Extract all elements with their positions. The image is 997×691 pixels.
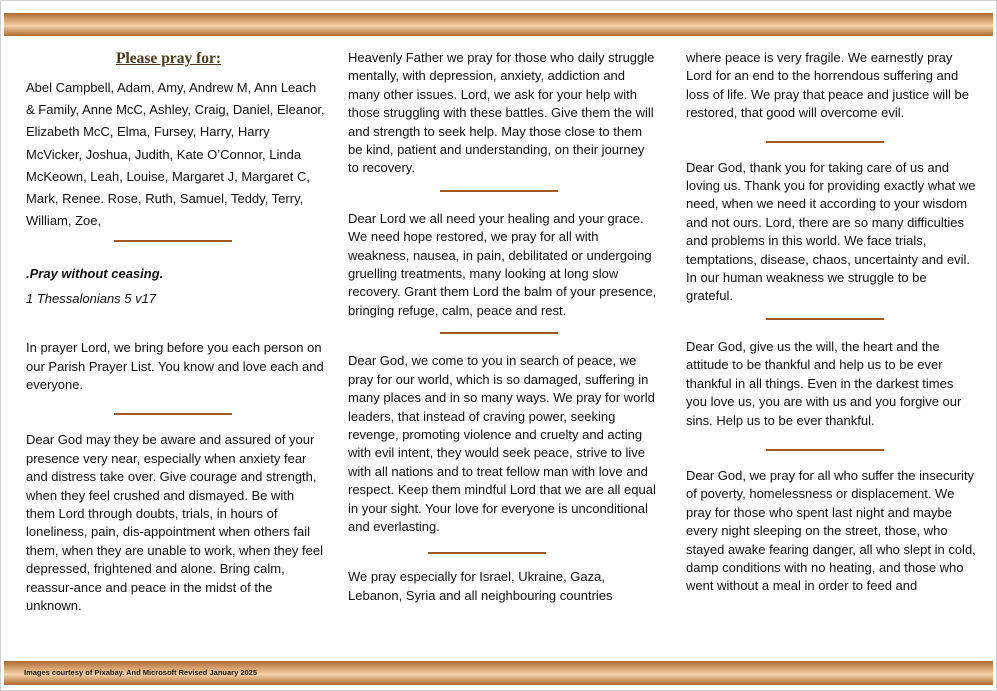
prayer-paragraph: Heavenly Father we pray for those who daily struggle mentally, with depression, anxiety, addiction and many other issues. Lord, we ask for your help with those struggling with these battles. Give them the will and strength to seek help. May those close to them be kind, patient and understanding, on their journey to recovery. [348, 50, 655, 176]
divider-rule [428, 552, 546, 554]
prayer-paragraph: Dear God, give us the will, the heart and the attitude to be thankful and help us to be ever thankful in all things. Even in the darkest times you love us, you are with us and you forgive our sins. Help us to be ever thankful. [686, 338, 962, 428]
divider-rule [766, 318, 884, 320]
top-decorative-band [4, 13, 993, 36]
divider-rule [440, 190, 558, 192]
page-title: Please pray for: [116, 50, 222, 67]
verse-reference: 1 Thessalonians 5 v17 [26, 290, 157, 306]
divider-rule [114, 413, 232, 415]
column-2 [348, 49, 658, 605]
prayer-paragraph: In prayer Lord, we bring before you each person on our Parish Prayer List. You know and love each and everyone. [26, 340, 324, 393]
prayer-paragraph: Dear Lord we all need your healing and your grace. We need hope restored, we pray for all with weakness, nausea, in pain, debilitated or undergoing gruelling treatments, many looking at long slow recovery. Grant them Lord the balm of your presence, bringing refuge, calm, peace and rest. [348, 210, 657, 318]
prayer-names-list: Abel Campbell, Adam, Amy, Andrew M, Ann Leach & Family, Anne McC, Ashley, Craig, Daniel, Eleanor, Elizabeth McC, Elma, Fursey, Harry, Harry McVicker, Joshua, Judith, Kate O’Connor, Linda McKeown, Leah, Louise, Margaret J, Margaret C, Mark, Renee. Rose, Ruth, Samuel, Teddy, Terry, William, Zoe, [26, 80, 325, 229]
prayer-paragraph: Dear God, we pray for all who suffer the insecurity of poverty, homelessness or displacement. We pray for those who spent last night and maybe every night sleeping on the street, those, who stayed awake fearing danger, all who slept in cold, damp conditions with no heating, and those who went without a meal in order to feed and [686, 467, 976, 594]
divider-rule [766, 141, 884, 143]
divider-rule [114, 240, 232, 242]
prayer-paragraph: Dear God, thank you for taking care of us and loving us. Thank you for providing exactly what we need, when we need it according to your wisdom and not ours. Lord, there are so many difficulties and problems in this world. We face trials, temptations, disease, chaos, uncertainty and evil. In our human weakness we struggle to be grateful. [686, 159, 976, 304]
prayer-paragraph: We pray especially for Israel, Ukraine, Gaza, Lebanon, Syria and all neighbouring countries [348, 569, 613, 603]
divider-rule [766, 449, 884, 451]
column-1 [26, 49, 326, 616]
prayer-paragraph: Dear God may they be aware and assured of your presence very near, especially when anxiety fear and distress take over. Give courage and strength, when they feel crushed and dismayed. Be with them Lord through doubts, trials, in hours of loneliness, pain, dis-appointment when others fail them, when they are unable to work, when they feel depressed, frightened and alone. Bring calm, reassur-ance and peace in the midst of the unknown. [26, 432, 324, 614]
prayer-paragraph: Dear God, we come to you in search of peace, we pray for our world, which is so damaged, suffering in many places and in so many ways. We pray for world leaders, that instead of craving power, seeking revenge, promoting violence and cruelty and acting with evil intent, they would seek peace, strive to live with all nations and to treat fellow man with love and respect. Keep them mindful Lord that we are all equal in your sight. Your love for everyone is unconditional and everlasting. [348, 353, 656, 534]
verse-text: .Pray without ceasing. [26, 266, 164, 282]
prayer-paragraph: where peace is very fragile. We earnestly pray Lord for an end to the horrendous suffering and loss of life. We pray that peace and justice will be restored, that good will overcome evil. [686, 50, 970, 121]
divider-rule [440, 332, 558, 334]
footer-credits: Images courtesy of Pixabay. And Microsoft Revised January 2025 [24, 668, 258, 677]
column-3 [686, 49, 976, 596]
